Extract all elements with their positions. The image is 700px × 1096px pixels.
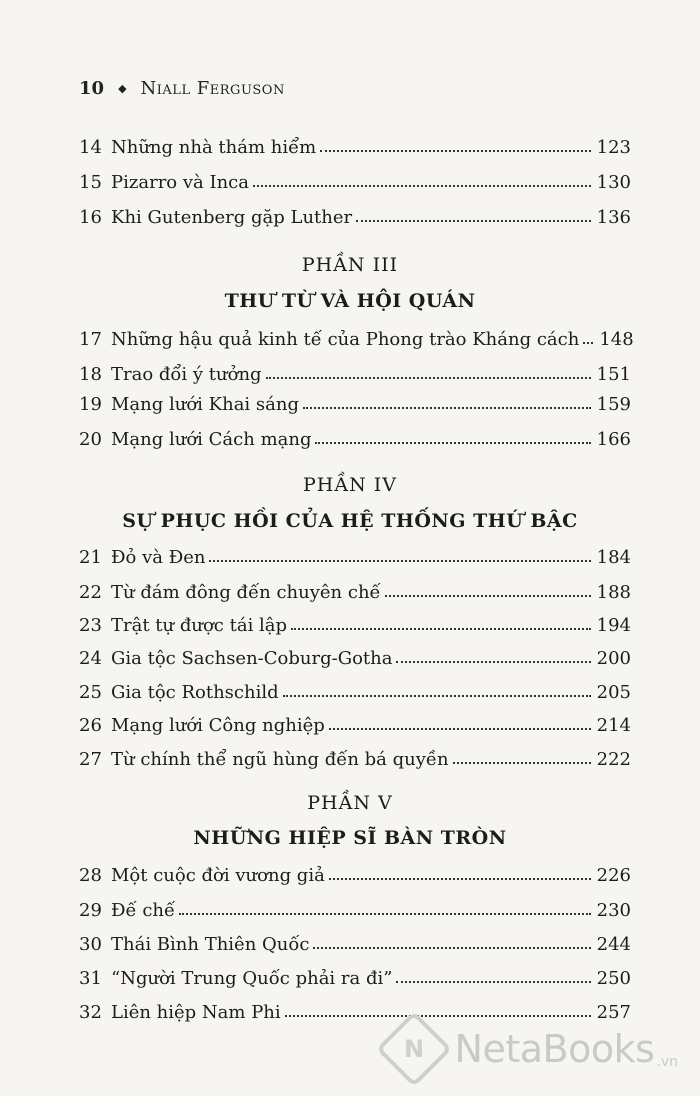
page-number: 10 — [79, 78, 105, 99]
toc-entry[interactable] — [79, 639, 631, 669]
chapter-page: 136 — [596, 207, 631, 228]
dot-leader — [315, 442, 590, 444]
chapter-page: 194 — [596, 615, 631, 636]
chapter-title: Từ đám đông đến chuyên chế — [111, 582, 381, 603]
toc-entry[interactable] — [79, 163, 631, 193]
chapter-number: 23 — [79, 615, 102, 636]
dot-leader — [303, 407, 591, 409]
chapter-title: Mạng lưới Khai sáng — [111, 394, 299, 415]
chapter-number: 19 — [79, 394, 102, 415]
chapter-page: 250 — [596, 968, 631, 989]
chapter-title: Thái Bình Thiên Quốc — [111, 934, 310, 955]
chapter-page: 257 — [596, 1002, 631, 1023]
chapter-number: 20 — [79, 429, 102, 450]
author-name: Niall Ferguson — [140, 78, 285, 99]
chapter-title: “Người Trung Quốc phải ra đi” — [111, 968, 393, 989]
part-title: SỰ PHỤC HỒI CỦA HỆ THỐNG THỨ BẬC — [122, 510, 578, 532]
chapter-title: Từ chính thể ngũ hùng đến bá quyền — [111, 749, 449, 770]
chapter-page: 123 — [596, 137, 631, 158]
part-label: PHẦN III — [301, 254, 399, 276]
chapter-title: Mạng lưới Cách mạng — [111, 429, 312, 450]
chapter-page: 205 — [596, 682, 631, 703]
toc-entry[interactable] — [79, 856, 631, 886]
netabooks-logo-icon — [375, 1011, 451, 1087]
chapter-title: Gia tộc Rothschild — [111, 682, 279, 703]
dot-leader — [285, 1015, 591, 1017]
dot-leader — [396, 661, 590, 663]
chapter-page: 151 — [596, 364, 631, 385]
dot-leader — [583, 342, 593, 344]
toc-entry[interactable] — [79, 706, 631, 736]
chapter-number: 24 — [79, 648, 102, 669]
toc-entry[interactable] — [79, 355, 631, 385]
chapter-page: 226 — [596, 865, 631, 886]
dot-leader — [209, 560, 590, 562]
toc-entry[interactable] — [79, 993, 631, 1023]
logo-letter: N — [403, 1035, 424, 1063]
dot-leader — [320, 150, 590, 152]
toc-entry[interactable] — [79, 959, 631, 989]
chapter-title: Mạng lưới Công nghiệp — [111, 715, 325, 736]
chapter-number: 21 — [79, 547, 102, 568]
chapter-number: 29 — [79, 900, 102, 921]
dot-leader — [266, 377, 591, 379]
chapter-title: Một cuộc đời vương giả — [111, 865, 325, 886]
toc-entry[interactable] — [79, 673, 631, 703]
chapter-title: Pizarro và Inca — [111, 172, 249, 193]
watermark-suffix: .vn — [656, 1054, 678, 1070]
chapter-page: 222 — [596, 749, 631, 770]
toc-entry[interactable] — [79, 128, 631, 158]
chapter-page: 166 — [596, 429, 631, 450]
diamond-separator: ◆ — [118, 82, 127, 95]
part-title: THƯ TỪ VÀ HỘI QUÁN — [224, 290, 476, 312]
dot-leader — [356, 220, 591, 222]
chapter-title: Liên hiệp Nam Phi — [111, 1002, 281, 1023]
chapter-page: 184 — [596, 547, 631, 568]
chapter-number: 27 — [79, 749, 102, 770]
dot-leader — [179, 913, 591, 915]
chapter-title: Trật tự được tái lập — [111, 615, 288, 636]
toc-entry[interactable] — [79, 538, 631, 568]
chapter-title: Đế chế — [111, 900, 176, 921]
chapter-title: Đỏ và Đen — [111, 547, 206, 568]
chapter-page: 148 — [599, 329, 634, 350]
toc-entry[interactable] — [79, 573, 631, 603]
chapter-number: 28 — [79, 865, 102, 886]
chapter-page: 244 — [596, 934, 631, 955]
dot-leader — [329, 728, 591, 730]
dot-leader — [396, 981, 590, 983]
dot-leader — [253, 185, 591, 187]
running-header — [79, 78, 285, 99]
toc-entry[interactable] — [79, 925, 631, 955]
dot-leader — [453, 762, 591, 764]
chapter-page: 214 — [596, 715, 631, 736]
dot-leader — [385, 595, 591, 597]
chapter-title: Gia tộc Sachsen-Coburg-Gotha — [111, 648, 393, 669]
toc-entry[interactable] — [79, 740, 631, 770]
toc-entry[interactable] — [79, 606, 631, 636]
part-title: NHỮNG HIỆP SĨ BÀN TRÒN — [193, 827, 507, 849]
chapter-title: Những hậu quả kinh tế của Phong trào Kháng cách — [111, 329, 580, 350]
chapter-page: 159 — [596, 394, 631, 415]
toc-entry[interactable] — [79, 891, 631, 921]
dot-leader — [283, 695, 591, 697]
chapter-number: 30 — [79, 934, 102, 955]
part-label: PHẦN IV — [303, 474, 397, 496]
chapter-title: Trao đổi ý tưởng — [111, 364, 262, 385]
dot-leader — [313, 947, 590, 949]
toc-entry[interactable] — [79, 385, 631, 415]
chapter-page: 188 — [596, 582, 631, 603]
toc-entry[interactable] — [79, 320, 634, 350]
chapter-page: 200 — [596, 648, 631, 669]
chapter-number: 18 — [79, 364, 102, 385]
netabooks-watermark — [387, 1022, 678, 1076]
watermark-brand: NetaBooks — [454, 1027, 655, 1071]
chapter-number: 32 — [79, 1002, 102, 1023]
chapter-number: 16 — [79, 207, 102, 228]
chapter-number: 17 — [79, 329, 102, 350]
toc-entry[interactable] — [79, 198, 631, 228]
chapter-number: 22 — [79, 582, 102, 603]
chapter-number: 31 — [79, 968, 102, 989]
toc-entry[interactable] — [79, 420, 631, 450]
chapter-number: 26 — [79, 715, 102, 736]
dot-leader — [291, 628, 591, 630]
part-label: PHẦN V — [307, 792, 393, 814]
dot-leader — [329, 878, 591, 880]
chapter-number: 25 — [79, 682, 102, 703]
chapter-title: Những nhà thám hiểm — [111, 137, 317, 158]
chapter-title: Khi Gutenberg gặp Luther — [111, 207, 353, 228]
chapter-number: 14 — [79, 137, 102, 158]
chapter-page: 230 — [596, 900, 631, 921]
chapter-page: 130 — [596, 172, 631, 193]
chapter-number: 15 — [79, 172, 102, 193]
